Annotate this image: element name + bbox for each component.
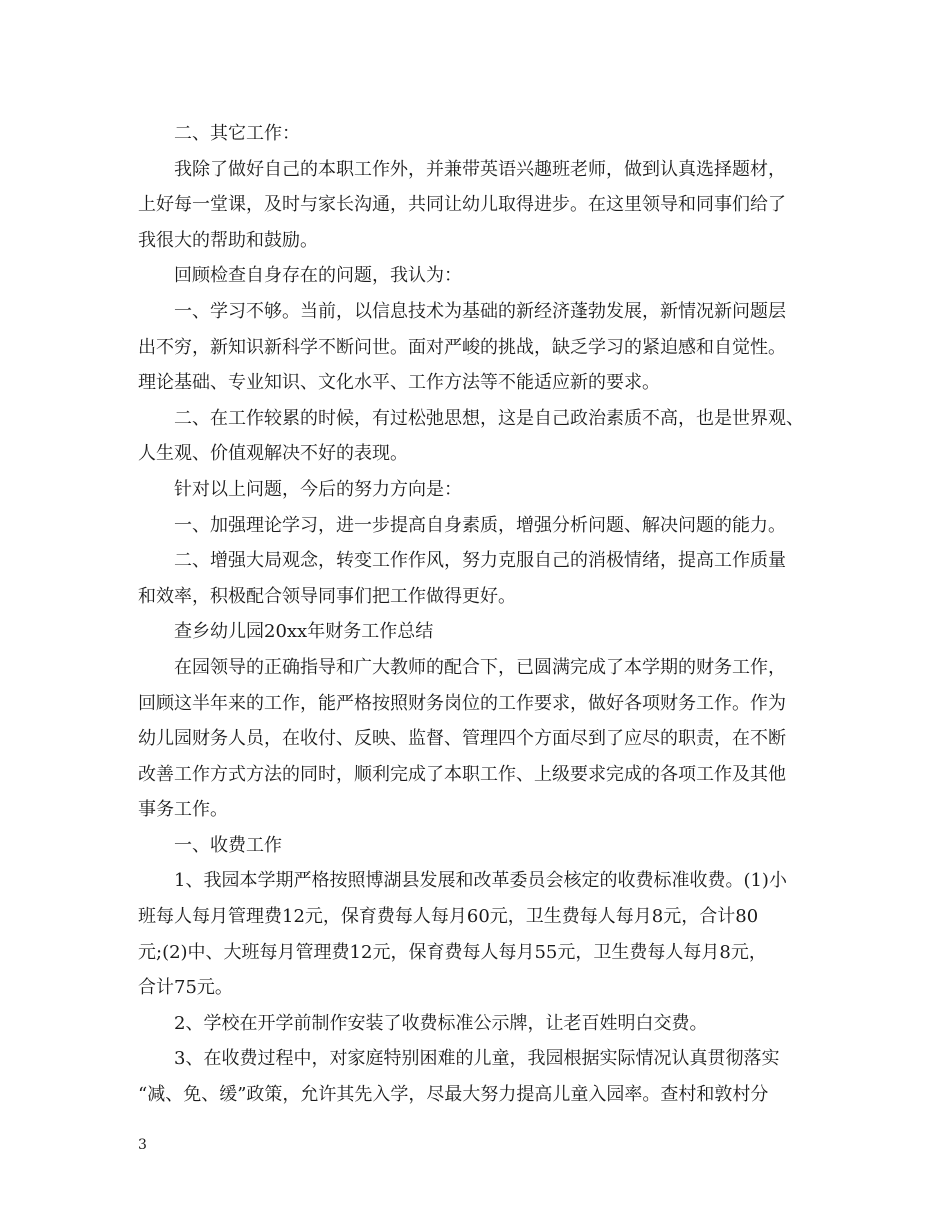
paragraph-line: 3、在收费过程中，对家庭特别困难的儿童，我园根据实际情况认真贯彻落实 [174, 1048, 780, 1070]
paragraph-line: 回顾这半年来的工作，能严格按照财务岗位的工作要求，做好各项财务工作。作为 [138, 692, 786, 714]
paragraph-line: 在园领导的正确指导和广大教师的配合下，已圆满完成了本学期的财务工作， [174, 656, 786, 678]
paragraph-line: 二、在工作较累的时候，有过松弛思想，这是自己政治素质不高，也是世界观、 [174, 407, 804, 429]
paragraph-line: 针对以上问题，今后的努力方向是： [174, 478, 462, 500]
section-title: 查乡幼儿园20xx年财务工作总结 [174, 621, 434, 643]
paragraph-line: 出不穷，新知识新科学不断问世。面对严峻的挑战，缺乏学习的紧迫感和自觉性。 [138, 336, 786, 358]
paragraph-line: 元;(2)中、大班每月管理费12元，保育费每人每月55元，卫生费每人每月8元， [138, 941, 767, 963]
paragraph-line: 我很大的帮助和鼓励。 [138, 229, 318, 251]
page-number: 3 [138, 1137, 147, 1153]
paragraph-line: “减、免、缓”政策，允许其先入学，尽最大努力提高儿童入园率。查村和敦村分 [138, 1084, 769, 1106]
paragraph-line: 幼儿园财务人员，在收付、反映、监督、管理四个方面尽到了应尽的职责，在不断 [138, 728, 786, 750]
paragraph-line: 合计75元。 [138, 977, 233, 999]
paragraph-line: 改善工作方式方法的同时，顺利完成了本职工作、上级要求完成的各项工作及其他 [138, 763, 786, 785]
section-heading: 一、收费工作 [174, 834, 282, 856]
body-text [138, 116, 828, 1113]
paragraph-line: 一、学习不够。当前，以信息技术为基础的新经济蓬勃发展，新情况新问题层 [174, 300, 786, 322]
paragraph-line: 二、其它工作： [174, 123, 300, 144]
paragraph-line: 理论基础、专业知识、文化水平、工作方法等不能适应新的要求。 [138, 372, 660, 394]
paragraph-line: 班每人每月管理费12元，保育费每人每月60元，卫生费每人每月8元，合计80 [138, 906, 759, 928]
paragraph-line: 和效率，积极配合领导同事们把工作做得更好。 [138, 585, 516, 607]
paragraph-line: 二、增强大局观念，转变工作作风，努力克服自己的消极情绪，提高工作质量 [174, 550, 786, 572]
paragraph-line: 上好每一堂课，及时与家长沟通，共同让幼儿取得进步。在这里领导和同事们给了 [138, 194, 786, 216]
paragraph-line: 回顾检查自身存在的问题，我认为： [174, 265, 462, 287]
paragraph-line: 1、我园本学期严格按照博湖县发展和改革委员会核定的收费标准收费。(1)小 [174, 870, 787, 892]
paragraph-line: 2、学校在开学前制作安装了收费标准公示牌，让老百姓明白交费。 [174, 1012, 708, 1034]
paragraph-line: 事务工作。 [138, 799, 228, 821]
paragraph-line: 一、加强理论学习，进一步提高自身素质，增强分析问题、解决问题的能力。 [174, 514, 786, 536]
paragraph-line: 人生观、价值观解决不好的表现。 [138, 443, 408, 465]
paragraph-line: 我除了做好自己的本职工作外，并兼带英语兴趣班老师，做到认真选择题材， [174, 158, 786, 180]
